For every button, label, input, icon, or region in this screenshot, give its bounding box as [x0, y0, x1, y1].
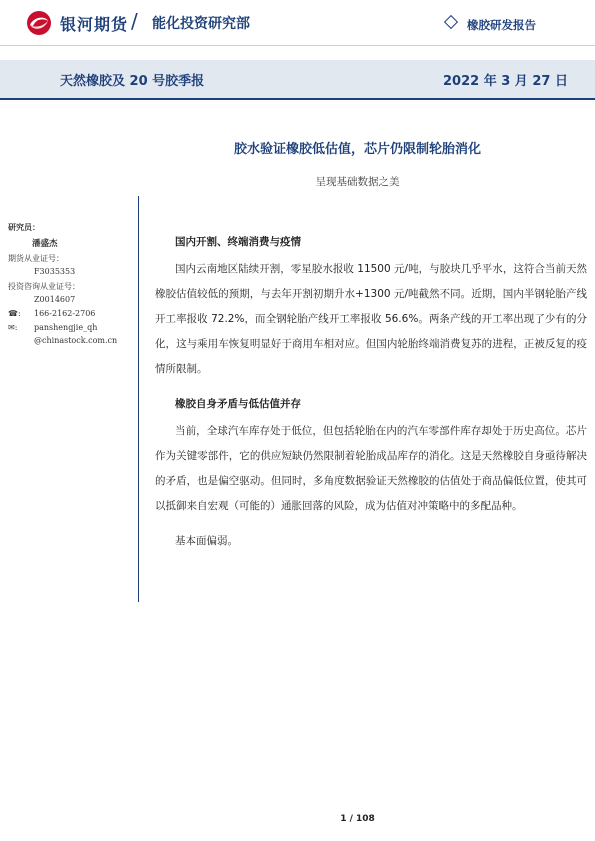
analyst-info: [8, 222, 134, 350]
email-icon: ✉:: [8, 323, 18, 332]
department-name: 能化投资研究部: [152, 16, 250, 32]
email-line2[interactable]: @chinastock.com.cn: [34, 336, 118, 345]
page-title: 胶水验证橡胶低估值，芯片仍限制轮胎消化: [233, 142, 481, 157]
page-number: 1 / 108: [340, 814, 375, 824]
advisor-license-label: 投资咨询从业证号：: [8, 282, 80, 291]
diamond-icon: [444, 15, 458, 29]
analyst-name: 潘盛杰: [32, 239, 58, 249]
report-date: 2022 年 3 月 27 日: [443, 74, 568, 89]
report-type: 橡胶研发报告: [467, 18, 536, 32]
sidebar-divider: [138, 196, 139, 602]
phone-row: [8, 309, 134, 323]
body-paragraph: 基本面偏弱。: [175, 535, 238, 547]
section-heading: 橡胶自身矛盾与低估值并存: [175, 398, 301, 410]
title-band-underline: [0, 98, 595, 100]
body-paragraph: 当前，全球汽车库存处于低位，但包括轮胎在内的汽车零部件库存却处于历史高位。芯片作为关键零部件，它的供应短缺仍然限制着轮胎成品库存的消化。这是天然橡胶自身亟待解决的矛盾，也是偏空驱动。但同时，多角度数据验证天然橡胶的估值处于商品偏低位置，使其可以抵御来自宏观（可能的）通胀回落的风险，成为估值对冲策略中的多配品种。: [155, 425, 587, 512]
header-divider: [0, 45, 595, 46]
license-label: 期货从业证号：: [8, 254, 64, 263]
email-row: [8, 323, 134, 336]
phone-icon: ☎:: [8, 309, 21, 318]
body-paragraph: 国内云南地区陆续开割，零星胶水报收 11500 元/吨，与胶块几乎平水，这符合当前天然橡胶估值较低的预期，与去年开割初期升水+1300 元/吨截然不同。近期，国内半钢轮胎产线开工率报收 72.2%，而全钢轮胎产线开工率报收 56.6%。两条产线的开工率出现了少有的分化，这与乘用车恢复明显好于商用车相对应。但国内轮胎终端消费复苏的进程，正被反复的疫情所限制。: [155, 263, 587, 375]
report-body: [155, 230, 587, 564]
section-heading: 国内开割、终端消费与疫情: [175, 236, 301, 248]
license-number: F3035353: [34, 267, 76, 276]
email-line1[interactable]: panshengjie_qh: [34, 323, 98, 332]
header-separator: /: [131, 9, 138, 33]
advisor-license-number: Z0014607: [34, 295, 76, 304]
report-title: 天然橡胶及 20 号胶季报: [60, 74, 205, 89]
company-logo-icon: [26, 10, 52, 36]
analyst-label: 研究员：: [8, 222, 40, 232]
company-name: 银河期货: [60, 15, 129, 34]
phone-number: 166-2162-2706: [34, 309, 96, 318]
page-subtitle: 呈现基础数据之美: [315, 176, 400, 188]
